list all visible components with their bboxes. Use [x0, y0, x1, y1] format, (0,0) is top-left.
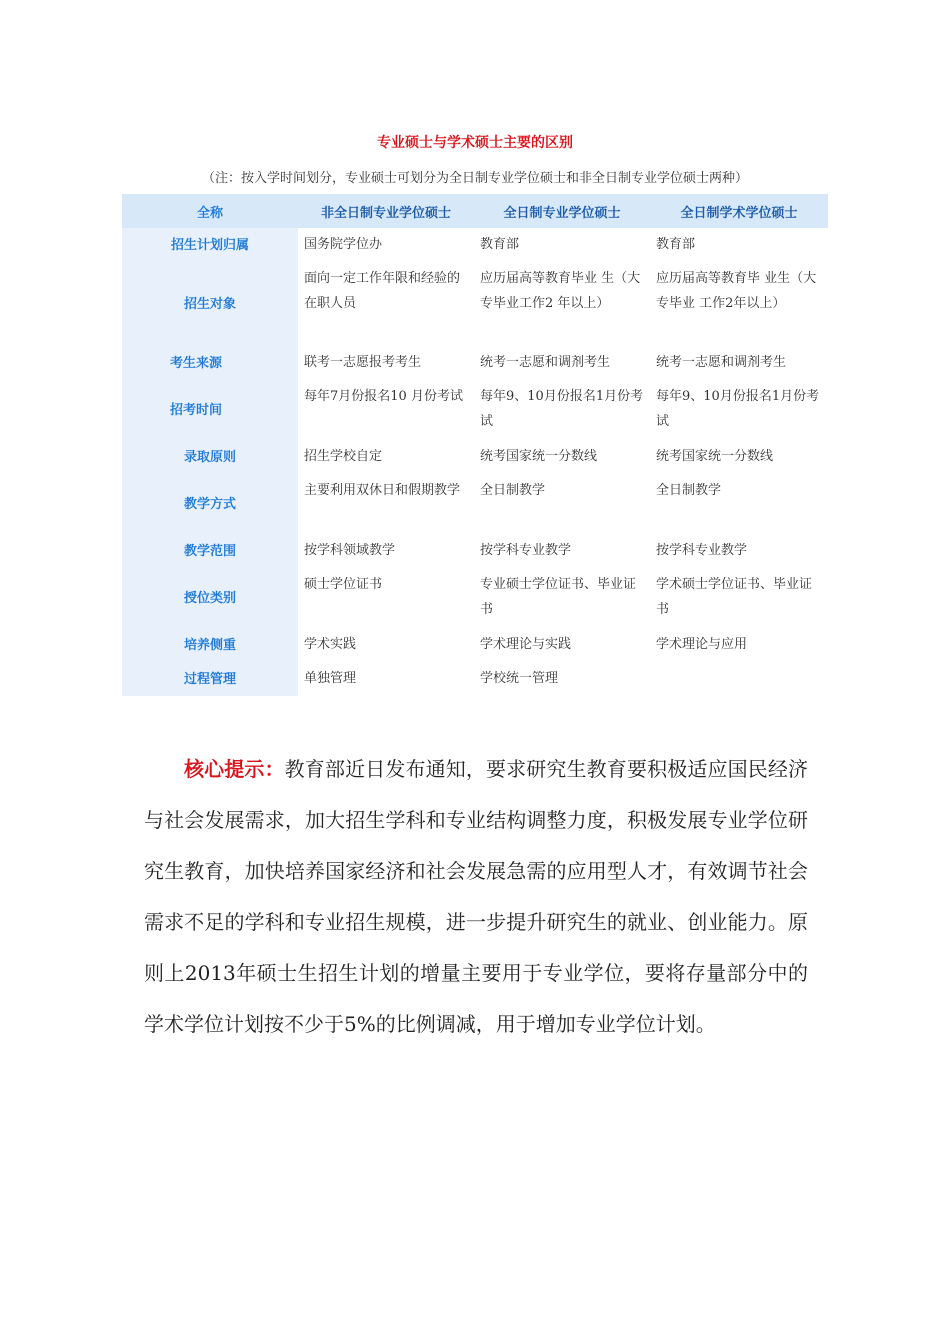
- header-cell: 全日制专业学位硕士: [474, 194, 650, 228]
- comparison-table: [122, 194, 828, 696]
- table-row: [122, 346, 828, 380]
- row-label: 录取原则: [122, 440, 298, 474]
- header-cell: 非全日制专业学位硕士: [298, 194, 474, 228]
- table-cell: 学术理论与应用: [656, 637, 748, 652]
- table-cell: 统考一志愿和调剂考生: [480, 355, 611, 370]
- table-cell: 学术理论与实践: [480, 637, 572, 652]
- row-label: 培养侧重: [122, 628, 298, 662]
- row-label: 招生计划归属: [122, 228, 298, 262]
- table-cell: 学术实践: [304, 637, 357, 652]
- row-label: 过程管理: [122, 662, 298, 696]
- table-row: [122, 380, 828, 440]
- table-cell: 面向一定工作年限和经验的在职人员: [304, 271, 461, 311]
- row-label: 考生来源: [122, 346, 298, 380]
- table-cell: 统考国家统一分数线: [656, 449, 774, 464]
- table-row: [122, 474, 828, 534]
- table-cell: 每年7月份报名10 月份考试: [304, 389, 463, 404]
- table-cell: 国务院学位办: [304, 237, 383, 252]
- table-row: [122, 568, 828, 628]
- table-cell: 学术硕士学位证书、毕业证书: [656, 577, 813, 617]
- core-tip-body: 教育部近日发布通知，要求研究生教育要积极适应国民经济与社会发展需求，加大招生学科和专业结构调整力度，积极发展专业学位研究生教育，加快培养国家经济和社会发展急需的应用型人才，有效调节社会需求不足的学科和专业招生规模，进一步提升研究生的就业、创业能力。原则上2013年硕士生招生计划的增量主要用于专业学位，要将存量部分中的学术学位计划按不少于5%的比例调减，用于增加专业学位计划。: [144, 757, 809, 1036]
- table-cell: 按学科领域教学: [304, 543, 396, 558]
- document-note: （注：按入学时间划分，专业硕士可划分为全日制专业学位硕士和非全日制专业学位硕士两种）: [201, 171, 748, 186]
- header-cell: 全日制学术学位硕士: [650, 194, 828, 228]
- row-label: 招生对象: [122, 262, 298, 346]
- table-cell: 联考一志愿报考考生: [304, 355, 422, 370]
- table-cell: 每年9、10月份报名1月份考试: [480, 389, 644, 429]
- table-cell: [650, 662, 828, 696]
- table-cell: 每年9、10月份报名1月份考试: [656, 389, 820, 429]
- table-cell: 全日制教学: [480, 483, 546, 498]
- table-cell: 统考一志愿和调剂考生: [656, 355, 787, 370]
- core-tip-lead: 核心提示：: [184, 757, 285, 781]
- table-cell: 应历届高等教育毕业 生（大专毕业工作2 年以上）: [480, 271, 641, 311]
- table-row: [122, 228, 828, 262]
- header-cell: 全称: [122, 194, 298, 228]
- table-row: [122, 662, 828, 696]
- table-cell: 专业硕士学位证书、毕业证书: [480, 577, 637, 617]
- row-label: 教学范围: [122, 534, 298, 568]
- table-row: [122, 440, 828, 474]
- table-cell: 全日制教学: [656, 483, 722, 498]
- table-cell: 应历届高等教育毕 业生（大专毕业 工作2年以上）: [656, 271, 817, 311]
- table-cell: 硕士学位证书: [304, 577, 383, 592]
- table-cell: 主要利用双休日和假期教学: [304, 483, 461, 498]
- table-cell: 单独管理: [304, 671, 357, 686]
- table-cell: 按学科专业教学: [656, 543, 748, 558]
- table-cell: 统考国家统一分数线: [480, 449, 598, 464]
- table-cell: 教育部: [480, 237, 520, 252]
- table-row: [122, 628, 828, 662]
- table-cell: 按学科专业教学: [480, 543, 572, 558]
- table-cell: 教育部: [656, 237, 696, 252]
- table-cell: 学校统一管理: [480, 671, 559, 686]
- row-label: 授位类别: [122, 568, 298, 628]
- document-title: 专业硕士与学术硕士主要的区别: [377, 135, 573, 151]
- table-cell: 招生学校自定: [304, 449, 383, 464]
- table-header-row: [122, 194, 828, 228]
- row-label: 招考时间: [122, 380, 298, 440]
- core-tip-paragraph: [144, 744, 808, 1050]
- table-row: [122, 534, 828, 568]
- row-label: 教学方式: [122, 474, 298, 534]
- table-row: [122, 262, 828, 346]
